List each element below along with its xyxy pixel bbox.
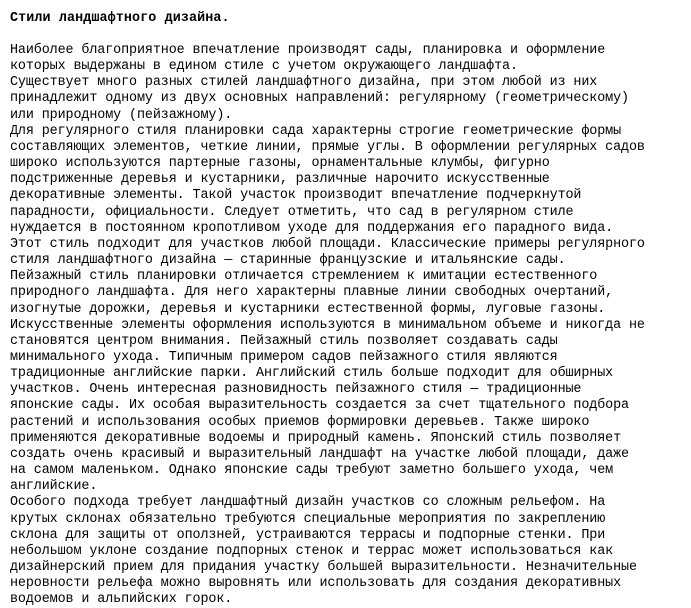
text-line: парадности, официальности. Следует отметить, что сад в регулярном стиле bbox=[10, 204, 574, 220]
text-line: на самом маленьком. Однако японские сады требуют заметно большего ухода, чем bbox=[10, 463, 614, 479]
article-body bbox=[10, 43, 686, 608]
text-line: декоративные элементы. Такой участок производит впечатление подчеркнутой bbox=[10, 188, 582, 204]
text-line: стиля ландшафтного дизайна — старинные французские и итальянские сады. bbox=[10, 253, 566, 269]
text-line: крутых склонах обязательно требуются специальные мероприятия по закреплению bbox=[10, 511, 606, 527]
text-line: Этот стиль подходит для участков любой площади. Классические примеры регулярного bbox=[10, 236, 645, 252]
text-line: нуждается в постоянном кропотливом уходе для поддержания его парадного вида. bbox=[10, 220, 614, 236]
text-line: Наиболее благоприятное впечатление производят сады, планировка и оформление bbox=[10, 43, 606, 58]
text-line: водоемов и альпийских горок. bbox=[10, 592, 233, 608]
text-line: которых выдержаны в едином стиле с учетом окружающего ландшафта. bbox=[10, 59, 518, 75]
text-line: широко используются партерные газоны, орнаментальные клумбы, фигурно bbox=[10, 156, 550, 172]
page-title: Стили ландшафтного дизайна. bbox=[10, 11, 230, 26]
text-line: неровности рельефа можно выровнять или использовать для создания декоративных bbox=[10, 576, 622, 592]
text-line: принадлежит одному из двух основных направлений: регулярному (геометрическому) bbox=[10, 91, 629, 107]
text-line: минимального ухода. Типичным примером садов пейзажного стиля являются bbox=[10, 349, 558, 365]
text-line: английские. bbox=[10, 479, 98, 495]
text-line: подстриженные деревья и кустарники, различные нарочито искусственные bbox=[10, 172, 550, 188]
text-line: дизайнерский прием для придания участку большей выразительности. Незначительные bbox=[10, 560, 637, 575]
text-line: традиционные английские парки. Английский стиль больше подходит для обширных bbox=[10, 366, 614, 382]
text-line: становятся центром внимания. Пейзажный стиль позволяет создавать сады bbox=[10, 333, 558, 349]
text-line: изогнутые дорожки, деревья и кустарники естественной формы, луговые газоны. bbox=[10, 301, 606, 317]
text-line: небольшом уклоне создание подпорных стенок и террас может использоваться как bbox=[10, 543, 614, 559]
text-line: Искусственные элементы оформления используются в минимальном объеме и никогда не bbox=[10, 317, 645, 333]
text-line: применяются декоративные водоемы и природный камень. Японский стиль позволяет bbox=[10, 430, 622, 446]
text-line: или природному (пейзажному). bbox=[10, 107, 233, 123]
text-line: японские сады. Их особая выразительность создается за счет тщательного подбора bbox=[10, 398, 629, 414]
text-line: природного ландшафта. Для него характерны плавные линии свободных очертаний, bbox=[10, 285, 614, 301]
text-line: Существует много разных стилей ландшафтного дизайна, при этом любой из них bbox=[10, 75, 598, 91]
text-line: склона для защиты от оползней, устраиваются террасы и подпорные стенки. При bbox=[10, 527, 606, 543]
document-page bbox=[10, 0, 686, 608]
text-line: Для регулярного стиля планировки сада характерны строгие геометрические формы bbox=[10, 123, 622, 139]
text-line: Пейзажный стиль планировки отличается стремлением к имитации естественного bbox=[10, 269, 598, 285]
text-line: создать очень красивый и выразительный ландшафт на участке любой площади, даже bbox=[10, 446, 629, 462]
text-line: составляющих элементов, четкие линии, прямые углы. В оформлении регулярных садов bbox=[10, 139, 645, 155]
text-line: Особого подхода требует ландшафтный дизайн участков со сложным рельефом. На bbox=[10, 495, 606, 511]
text-line: участков. Очень интересная разновидность пейзажного стиля — традиционные bbox=[10, 382, 582, 398]
text-line: растений и использования особых приемов формировки деревьев. Также широко bbox=[10, 414, 590, 430]
